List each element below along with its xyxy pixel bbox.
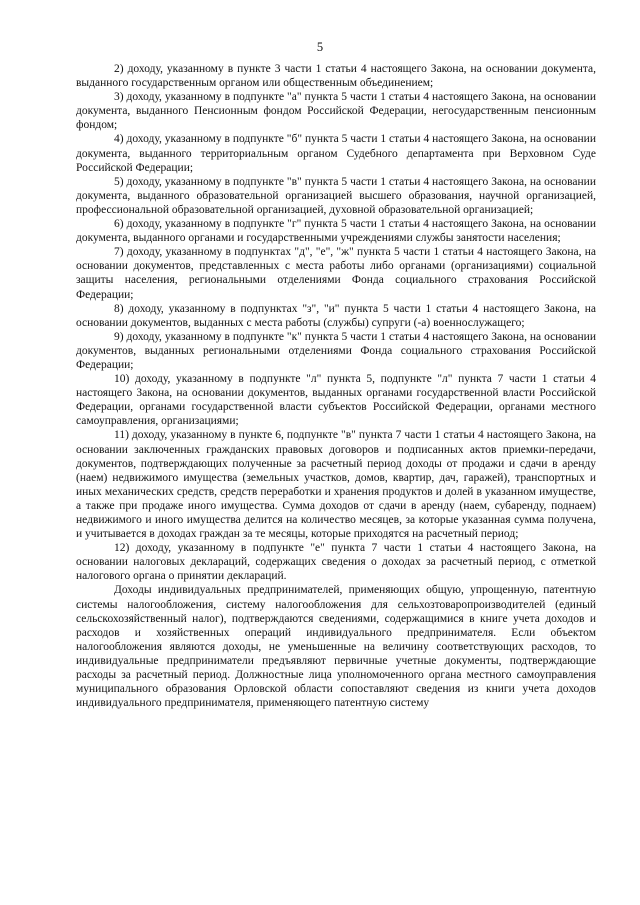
paragraph-item-9: 9) доходу, указанному в подпункте "к" пункта 5 части 1 статьи 4 настоящего Закона, на основании документов, выданных региональными отделениями Фонда социального страхования Российской Федерации; — [76, 330, 596, 371]
paragraph-item-5: 5) доходу, указанному в подпункте "в" пункта 5 части 1 статьи 4 настоящего Закона, на основании документа, выданного образовательной организацией высшего образования, научной организацией, профессиональной образовательной организацией, духовной образовательной организацией; — [76, 175, 596, 216]
paragraph-item-6: 6) доходу, указанному в подпункте "г" пункта 5 части 1 статьи 4 настоящего Закона, на основании документа, выданного органами и государственными учреждениями службы занятости населения; — [76, 218, 596, 245]
paragraph-entrepreneur-income: Доходы индивидуальных предпринимателей, применяющих общую, упрощенную, патентную системы налогообложения, систему налогообложения для сельхозтоваропроизводителей (единый сельскохозяйственный налог), подтверждаются сведениями, содержащимися в книге учета доходов и расходов и хозяйственных операций индивидуального предпринимателя. Если объектом налогообложения являются доходы, не уменьшенные на величину соответствующих расходов, то индивидуальные предприниматели предъявляют первичные учетные документы, подтверждающие расходы за расчетный период. Должностные лица уполномоченного органа местного самоуправления муниципального образования Орловской области сопоставляют сведения из книги учета доходов индивидуального предпринимателя, применяющего патентную систему — [76, 584, 596, 710]
paragraph-item-4: 4) доходу, указанному в подпункте "б" пункта 5 части 1 статьи 4 настоящего Закона, на основании документа, выданного территориальным органом Судебного департамента при Верховном Суде Российской Федерации; — [76, 133, 596, 174]
paragraph-item-3: 3) доходу, указанному в подпункте "а" пункта 5 части 1 статьи 4 настоящего Закона, на основании документа, выданного Пенсионным фондом Российской Федерации, негосударственным пенсионным фондом; — [76, 91, 596, 132]
paragraph-item-8: 8) доходу, указанному в подпунктах "з", "и" пункта 5 части 1 статьи 4 настоящего Закона, на основании документов, выданных с места работы (службы) супруги (-а) военнослужащего; — [76, 302, 596, 329]
paragraph-item-10: 10) доходу, указанному в подпункте "л" пункта 5, подпункте "л" пункта 7 части 1 статьи 4 настоящего Закона, на основании документов, выданных органами государственной власти Российской Федерации, органами государственной власти субъектов Российской Федерации, органами местного самоуправления, организациями; — [76, 373, 596, 428]
paragraph-item-11: 11) доходу, указанному в пункте 6, подпункте "в" пункта 7 части 1 статьи 4 настоящего Закона, на основании заключенных гражданских правовых договоров и подписанных актов приемки-передачи, документов, подтверждающих полученные за расчетный период доходы от продажи и сдачи в аренду (наем) недвижимого имущества (земельных участков, домов, квартир, дач, гаражей), транспортных и иных механических средств, средств переработки и хранения продуктов и долей в указанном имуществе, а также при продаже иного имущества. Сумма доходов от сдачи в аренду (наем, субаренду, поднаем) недвижимого и иного имущества делится на количество месяцев, за которые указанная сумма получена, и учитывается в доходах граждан за те месяцы, которые приходятся на расчетный период; — [76, 429, 596, 541]
paragraph-item-7: 7) доходу, указанному в подпунктах "д", "е", "ж" пункта 5 части 1 статьи 4 настоящего Закона, на основании документов, представленных с места работы либо органами (организациями) социальной защиты населения, региональными отделениями Фонда социального страхования Российской Федерации; — [76, 246, 596, 301]
document-body — [76, 62, 596, 710]
paragraph-item-2: 2) доходу, указанному в пункте 3 части 1 статьи 4 настоящего Закона, на основании документа, выданного государственным органом или общественным объединением; — [76, 63, 596, 90]
page-number: 5 — [316, 40, 324, 54]
paragraph-item-12: 12) доходу, указанному в подпункте "е" пункта 7 части 1 статьи 4 настоящего Закона, на основании налоговых деклараций, содержащих сведения о доходах за расчетный период, с отметкой налогового органа о принятии деклараций. — [76, 542, 596, 583]
